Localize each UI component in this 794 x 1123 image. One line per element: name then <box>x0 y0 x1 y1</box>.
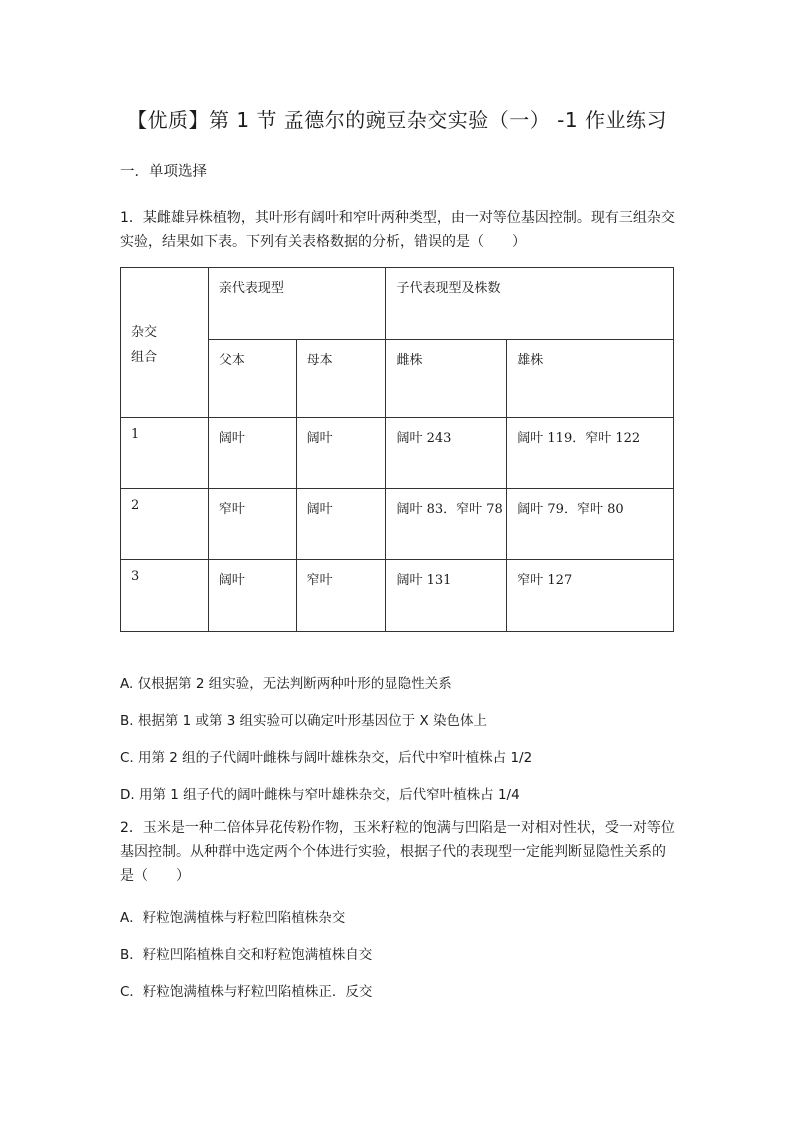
parent-phenotype-header: 亲代表现型 <box>208 268 386 340</box>
q1-option-a[interactable]: A. 仅根据第 2 组实验，无法判断两种叶形的显隐性关系 <box>120 676 452 692</box>
combo-header-line-2: 组合 <box>131 349 158 365</box>
male-header: 雄株 <box>507 340 674 418</box>
table-row <box>121 560 674 632</box>
cross-results-table <box>120 267 674 632</box>
q2-option-a[interactable]: A．籽粒饱满植株与籽粒凹陷植株杂交 <box>120 910 346 926</box>
female-cell: 阔叶 83．窄叶 78 <box>386 489 507 560</box>
question-1-stem: 1．某雌雄异株植物，其叶形有阔叶和窄叶两种类型，由一对等位基因控制。现有三组杂交实验，结果如下表。下列有关表格数据的分析，错误的是（ ） <box>120 210 675 250</box>
mother-header: 母本 <box>296 340 386 418</box>
father-cell: 阔叶 <box>208 418 296 489</box>
q2-option-b[interactable]: B．籽粒凹陷植株自交和籽粒饱满植株自交 <box>120 947 373 963</box>
table-row <box>121 489 674 560</box>
group-cell: 2 <box>121 489 209 560</box>
female-header: 雌株 <box>386 340 507 418</box>
mother-cell: 窄叶 <box>296 560 386 632</box>
q2-option-c[interactable]: C．籽粒饱满植株与籽粒凹陷植株正．反交 <box>120 984 373 1000</box>
female-cell: 阔叶 243 <box>386 418 507 489</box>
q1-option-b[interactable]: B. 根据第 1 或第 3 组实验可以确定叶形基因位于 X 染色体上 <box>120 713 488 729</box>
mother-cell: 阔叶 <box>296 418 386 489</box>
father-cell: 窄叶 <box>208 489 296 560</box>
male-cell: 阔叶 79．窄叶 80 <box>507 489 674 560</box>
table-row <box>121 418 674 489</box>
combo-header-line-1: 杂交 <box>131 324 158 340</box>
mother-cell: 阔叶 <box>296 489 386 560</box>
q1-option-d[interactable]: D. 用第 1 组子代的阔叶雌株与窄叶雄株杂交，后代窄叶植株占 1/4 <box>120 787 520 803</box>
q1-option-c[interactable]: C. 用第 2 组的子代阔叶雌株与阔叶雄株杂交，后代中窄叶植株占 1/2 <box>120 750 533 766</box>
male-cell: 阔叶 119．窄叶 122 <box>507 418 674 489</box>
male-cell: 窄叶 127 <box>507 560 674 632</box>
father-header: 父本 <box>208 340 296 418</box>
female-cell: 阔叶 131 <box>386 560 507 632</box>
father-cell: 阔叶 <box>208 560 296 632</box>
page-title: 【优质】第 1 节 孟德尔的豌豆杂交实验（一） -1 作业练习 <box>127 108 667 132</box>
group-cell: 3 <box>121 560 209 632</box>
combo-header-cell <box>121 268 209 418</box>
group-cell: 1 <box>121 418 209 489</box>
section-heading: 一．单项选择 <box>120 164 207 180</box>
offspring-phenotype-header: 子代表现型及株数 <box>386 268 674 340</box>
question-2-stem: 2．玉米是一种二倍体异花传粉作物，玉米籽粒的饱满与凹陷是一对相对性状，受一对等位基因控制。从种群中选定两个个体进行实验，根据子代的表现型一定能判断显隐性关系的是（ ） <box>120 820 675 884</box>
